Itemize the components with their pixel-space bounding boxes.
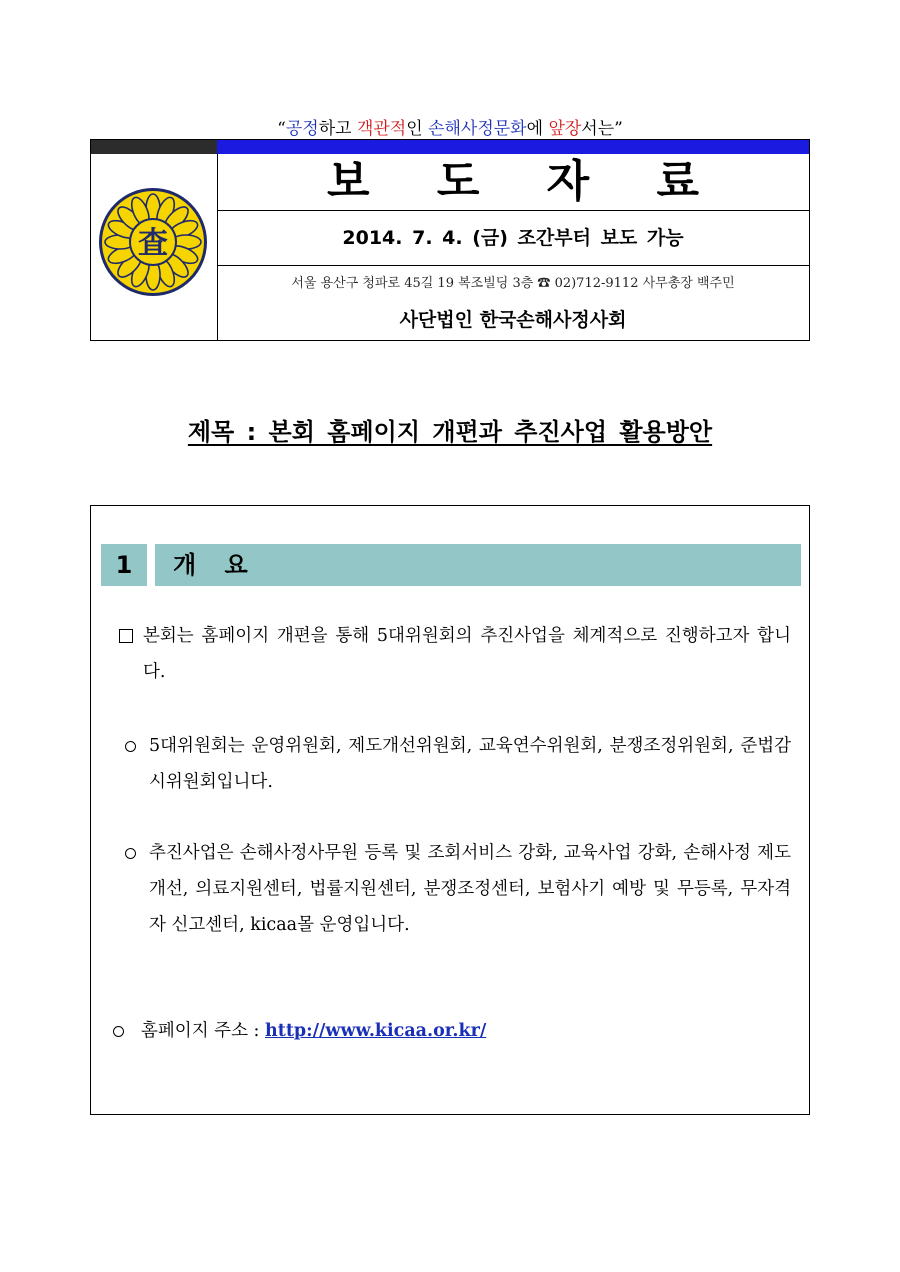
quote-close: ” [614,119,623,139]
circle-bullet-icon [113,1026,124,1037]
association-logo [97,186,209,298]
paragraph-committees: 5대위원회는 운영위원회, 제도개선위원회, 교육연수위원회, 분쟁조정위원회, 준법감시위원회입니다. [149,736,791,792]
header-bar-dark [91,140,217,154]
slogan-word: 객관적 [356,119,407,139]
paragraph-projects: 추진사업은 손해사정사무원 등록 및 조회서비스 강화, 교육사업 강화, 손해사정 제도개선, 의료지원센터, 법률지원센터, 분쟁조정센터, 보험사기 예방 및 무등록, 무자격자 신고센터, kicaa몰 운영입니다. [149,843,791,935]
section-number: 1 [101,544,147,586]
homepage-line [141,1013,791,1049]
slogan [0,114,900,139]
content-box [90,505,810,1115]
slogan-word: 앞장 [548,119,582,139]
slogan-word: 공정 [285,119,319,139]
section-header [101,544,801,586]
slogan-word: 에 [526,119,549,139]
homepage-link[interactable]: http://www.kicaa.or.kr/ [265,1021,487,1041]
slogan-word: 하고 [318,119,357,139]
slogan-word: 인 [406,119,429,139]
checkbox-bullet-icon [119,629,133,643]
subject-title: 제목 : 본회 홈페이지 개편과 추진사업 활용방안 [187,418,713,446]
logo-glyph: 査 [138,226,168,261]
slogan-word: 서는 [581,119,615,139]
slogan-word: 손해사정문화 [428,119,527,139]
homepage-label: 홈페이지 주소 : [141,1021,266,1041]
organization-name: 사단법인 한국손해사정사회 [399,309,627,331]
header-bar-blue [217,140,809,154]
header-right [217,140,809,340]
section-title: 개 요 [155,544,801,586]
press-release-title: 보 도 자 료 [327,156,725,207]
release-date: 2014. 7. 4. (금) 조간부터 보도 가능 [217,210,809,266]
circle-bullet-icon [125,848,136,859]
circle-bullet-icon [125,741,136,752]
contact-address: 서울 용산구 청파로 45길 19 복조빌딩 3층 ☎ 02)712-9112 사무총장 백주민 [291,276,735,291]
logo-cell [91,140,218,340]
paragraph-intro: 본회는 홈페이지 개편을 통해 5대위원회의 추진사업을 체계적으로 진행하고자 합니다. [143,626,791,682]
quote-open: “ [277,119,286,139]
press-header [90,139,810,341]
